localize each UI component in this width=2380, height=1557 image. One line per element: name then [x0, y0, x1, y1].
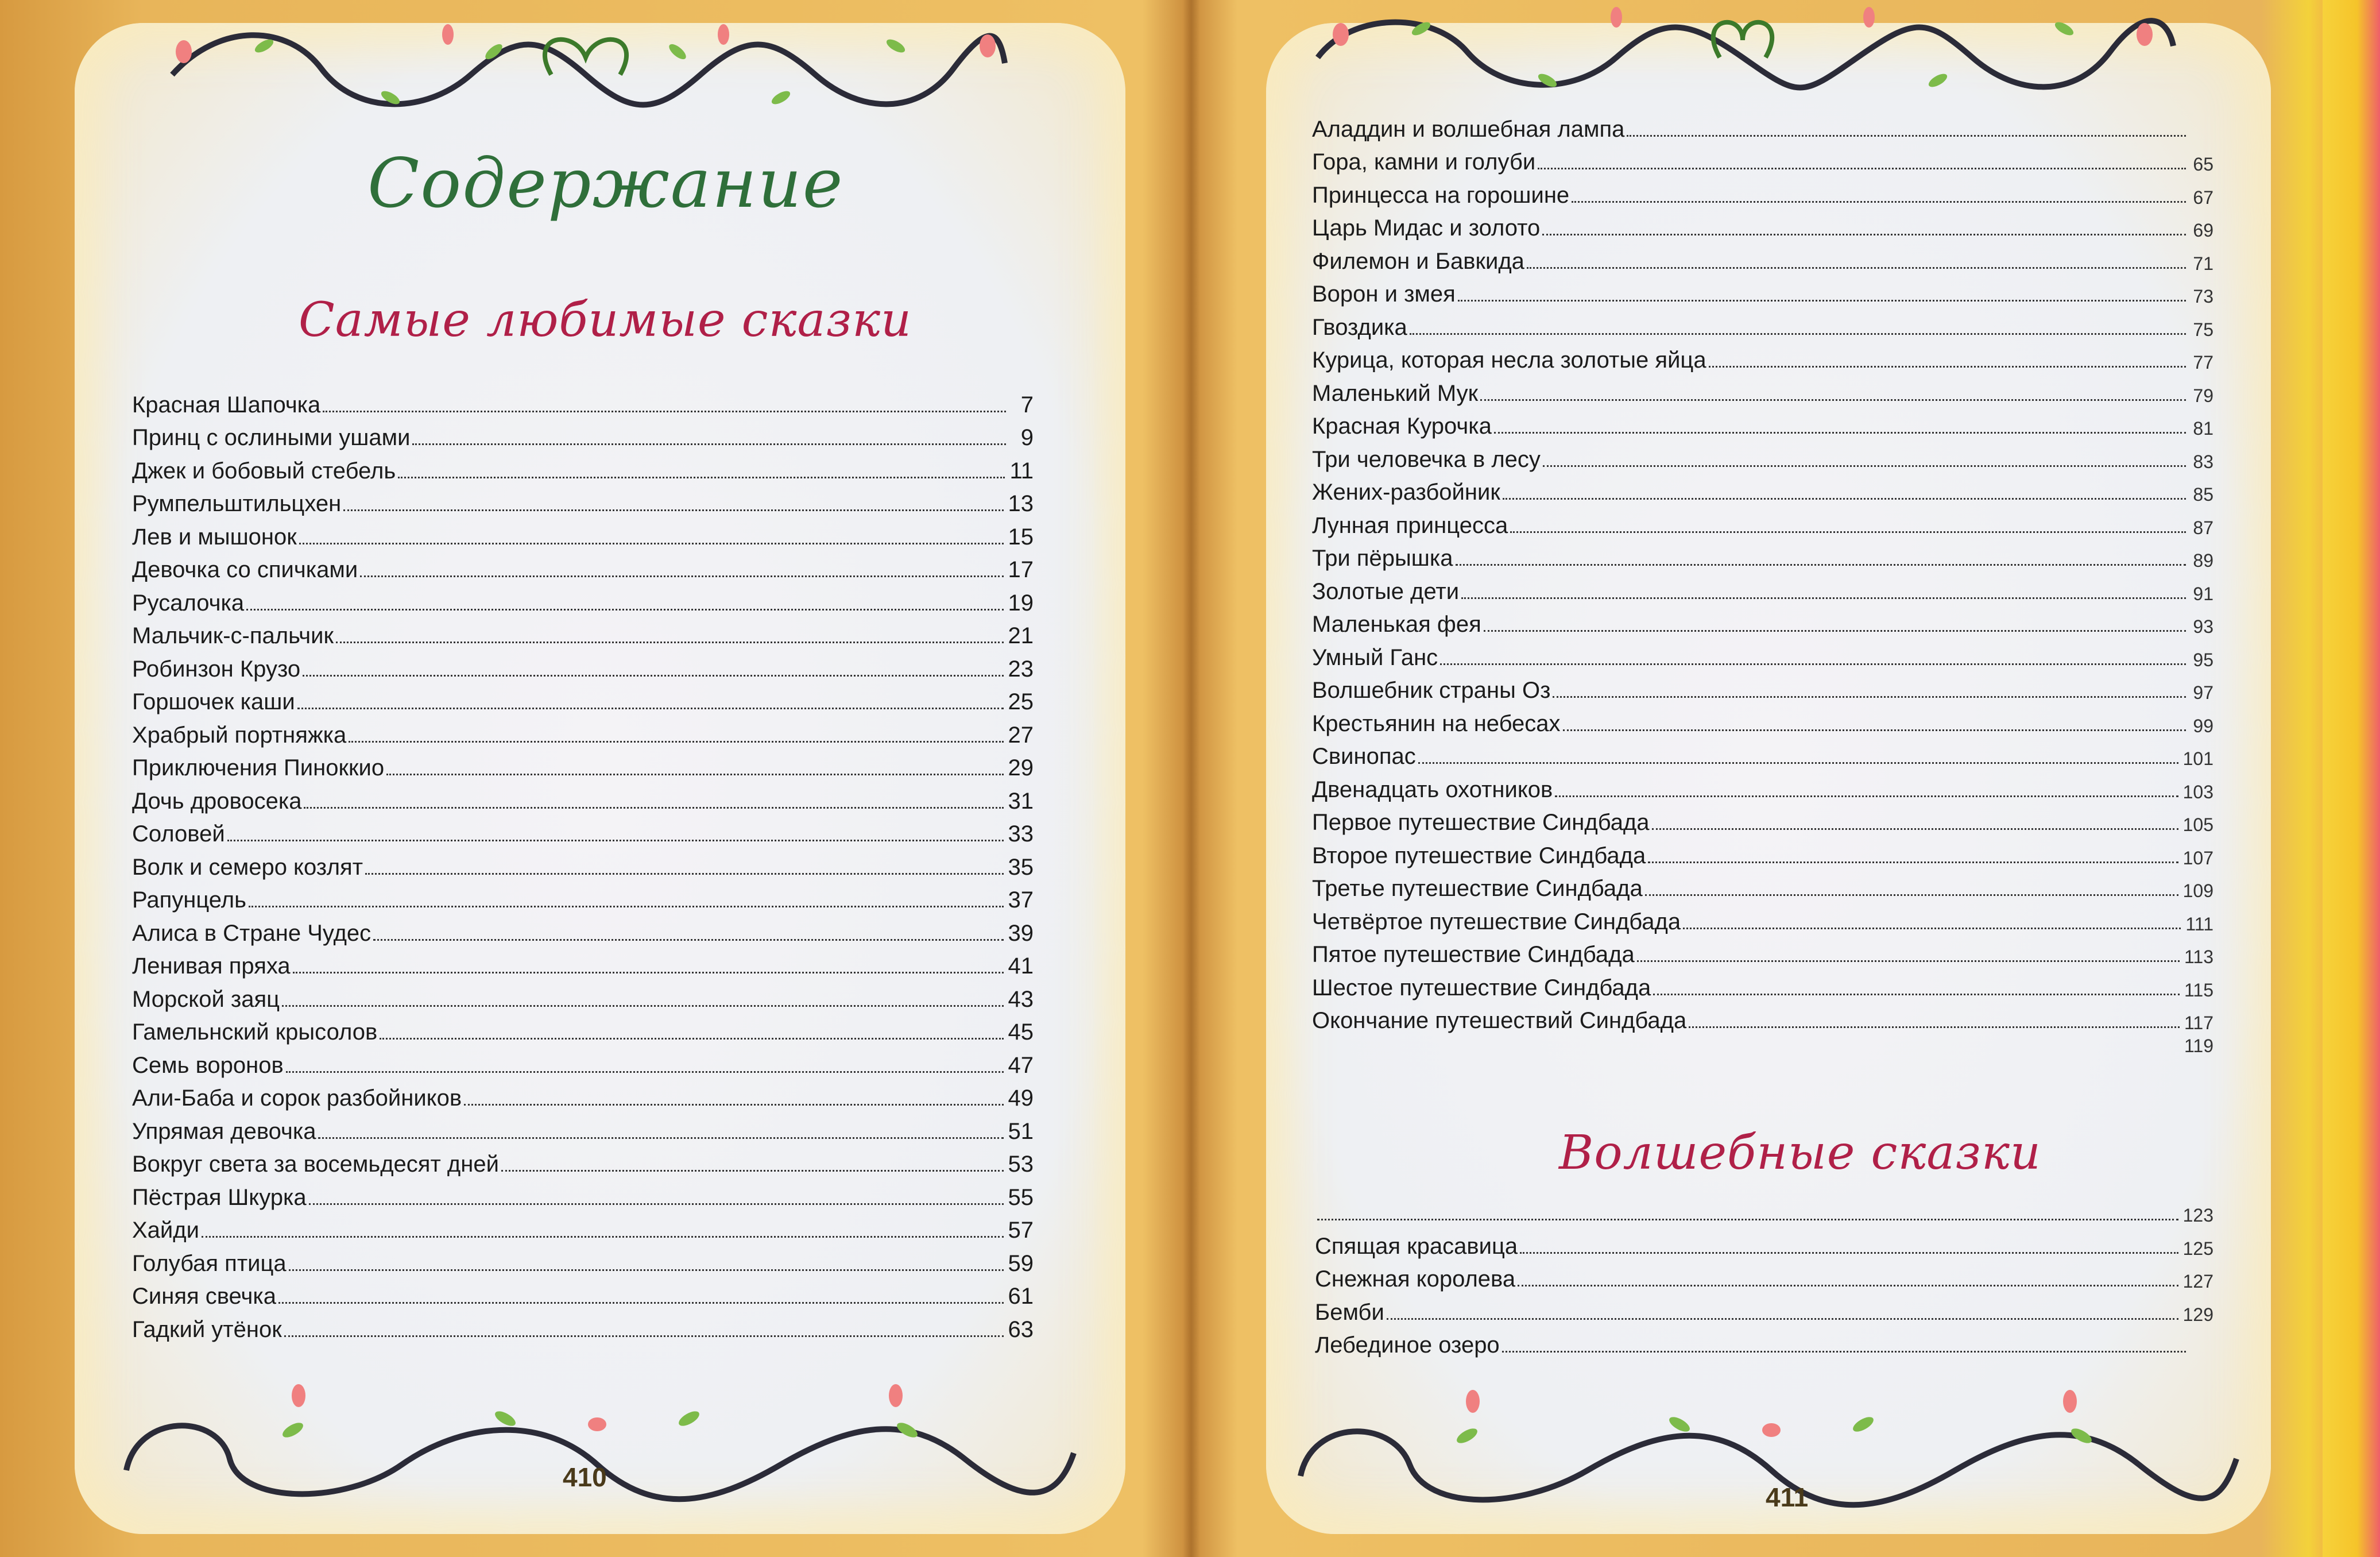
toc-entry-title: Красная Шапочка	[132, 392, 321, 418]
toc-entry	[1312, 539, 2213, 572]
toc-entry	[132, 814, 1034, 848]
toc-dot-leader	[1538, 168, 2186, 169]
toc-entry	[132, 649, 1034, 682]
toc-dot-leader	[1317, 1219, 2178, 1220]
toc-entry-page: 97	[2193, 682, 2213, 703]
toc-entry-page: 37	[1008, 887, 1034, 913]
toc-entry-title: Али-Баба и сорок разбойников	[132, 1085, 462, 1111]
contents-heading: Содержание	[367, 144, 844, 223]
toc-entry	[132, 517, 1034, 550]
toc-entry-page: 39	[1008, 920, 1034, 946]
toc-entry-page: 123	[2182, 1205, 2213, 1226]
toc-dot-leader	[1440, 663, 2186, 665]
toc-entry-title: Семь воронов	[132, 1052, 284, 1078]
toc-entry	[132, 1111, 1034, 1145]
toc-entry-page: 11	[1009, 458, 1034, 484]
toc-entry-title: Девочка со спичками	[132, 557, 358, 582]
toc-entry	[1312, 803, 2213, 836]
toc-entry-title: Спящая красавица	[1315, 1233, 1518, 1259]
toc-dot-leader	[1418, 762, 2178, 764]
toc-entry	[132, 1211, 1034, 1244]
toc-entry-title: Крестьянин на небесах	[1312, 710, 1561, 736]
toc-dot-leader	[309, 1203, 1004, 1205]
toc-list-right-magic	[1315, 1203, 2213, 1358]
toc-dot-leader	[1683, 928, 2181, 929]
toc-entry	[1312, 571, 2213, 605]
toc-entry-title: Умный Ганс	[1312, 644, 1438, 670]
toc-entry	[1312, 836, 2213, 869]
toc-entry-page: 127	[2182, 1271, 2213, 1292]
toc-dot-leader	[398, 477, 1005, 478]
toc-dot-leader	[412, 443, 1006, 445]
toc-entry	[132, 913, 1034, 946]
toc-dot-leader	[349, 741, 1003, 743]
toc-entry	[132, 583, 1034, 616]
toc-entry	[132, 550, 1034, 584]
toc-entry-title: Мальчик-с-пальчик	[132, 623, 334, 648]
page-number-right: 411	[1766, 1482, 1809, 1512]
toc-entry-title: Четвёртое путешествие Синдбада	[1312, 909, 1681, 934]
page-number-left: 410	[563, 1462, 607, 1492]
toc-entry-page: 81	[2193, 418, 2213, 439]
toc-entry-page: 79	[2193, 385, 2213, 406]
toc-entry-page: 53	[1008, 1152, 1034, 1177]
toc-entry	[1312, 902, 2213, 935]
toc-dot-leader	[323, 411, 1006, 412]
toc-entry	[132, 1079, 1034, 1112]
toc-entry-title: Лунная принцесса	[1312, 512, 1508, 538]
toc-entry	[1312, 968, 2213, 1001]
toc-entry-page: 71	[2193, 253, 2213, 274]
toc-entry-title: Храбрый портняжка	[132, 722, 347, 748]
toc-dot-leader	[278, 1302, 1004, 1304]
toc-dot-leader	[1563, 729, 2186, 731]
toc-dot-leader	[1543, 465, 2186, 467]
toc-entry-title: Волшебник страны Оз	[1312, 678, 1551, 703]
toc-entry-page: 73	[2193, 286, 2213, 307]
toc-entry-title: Робинзон Крузо	[132, 656, 301, 682]
toc-entry-page: 103	[2182, 781, 2213, 802]
toc-entry-title: Приключения Пиноккио	[132, 755, 385, 781]
toc-dot-leader	[1555, 795, 2178, 797]
toc-entry-title: Лебединое озеро	[1315, 1332, 1500, 1358]
toc-entry	[1312, 341, 2213, 374]
toc-entry-title: Окончание путешествий Синдбада	[1312, 1008, 1687, 1033]
toc-entry-title: Ленивая пряха	[132, 953, 291, 979]
toc-entry	[132, 451, 1034, 484]
toc-dot-leader	[1484, 630, 2186, 632]
toc-entry	[132, 847, 1034, 880]
toc-entry-page: 7	[1020, 392, 1034, 418]
toc-dot-leader	[386, 774, 1003, 775]
toc-dot-leader	[249, 906, 1004, 907]
toc-entry	[132, 979, 1034, 1013]
toc-dot-leader	[380, 1038, 1003, 1040]
toc-dot-leader	[1502, 1351, 2186, 1353]
toc-leading-page	[1315, 1203, 2213, 1226]
toc-entry-page: 95	[2193, 649, 2213, 670]
toc-dot-leader	[1520, 1252, 2178, 1254]
toc-entry	[1312, 505, 2213, 539]
toc-entry-page: 63	[1008, 1316, 1034, 1342]
toc-entry-page: 43	[1008, 986, 1034, 1012]
toc-entry-title: Хайди	[132, 1218, 199, 1243]
toc-entry-page: 55	[1008, 1184, 1034, 1210]
toc-entry	[132, 616, 1034, 650]
toc-entry-title: Первое путешествие Синдбада	[1312, 810, 1650, 835]
toc-entry	[1312, 737, 2213, 770]
toc-dot-leader	[299, 543, 1004, 544]
toc-entry-title: Снежная королева	[1315, 1266, 1516, 1292]
toc-dot-leader	[1627, 135, 2186, 137]
toc-entry-page: 117	[2184, 1013, 2213, 1033]
floral-vine-ornament-icon	[1295, 0, 2191, 115]
toc-dot-leader	[501, 1170, 1004, 1172]
toc-entry-page: 17	[1008, 557, 1034, 582]
toc-dot-leader	[303, 675, 1003, 677]
toc-entry	[132, 682, 1034, 716]
toc-entry-page: 93	[2193, 616, 2213, 637]
toc-entry-title: Лев и мышонок	[132, 524, 297, 550]
toc-entry-page: 21	[1008, 623, 1034, 648]
toc-dot-leader	[336, 642, 1004, 643]
toc-dot-leader	[1652, 828, 2178, 830]
toc-entry	[132, 880, 1034, 914]
toc-entry-title: Соловей	[132, 821, 225, 847]
toc-entry-page: 115	[2184, 979, 2213, 1000]
toc-entry	[1315, 1226, 2213, 1259]
toc-entry-title: Пёстрая Шкурка	[132, 1184, 307, 1210]
toc-dot-leader	[1494, 432, 2186, 434]
toc-dot-leader	[293, 972, 1004, 973]
toc-entry-title: Голубая птица	[132, 1250, 287, 1276]
toc-entry-title: Русалочка	[132, 590, 245, 616]
toc-entry-title: Ворон и змея	[1312, 281, 1456, 307]
toc-entry-page: 77	[2193, 352, 2213, 373]
toc-entry-page: 47	[1008, 1052, 1034, 1078]
toc-entry-page: 109	[2182, 880, 2213, 901]
toc-entry	[1312, 770, 2213, 803]
toc-dot-leader	[1527, 267, 2186, 269]
toc-trailing-page	[1312, 1034, 2213, 1057]
toc-entry-title: Три пёрышка	[1312, 546, 1453, 571]
floral-vine-ornament-icon	[103, 1378, 1091, 1528]
toc-entry-page: 75	[2193, 319, 2213, 340]
toc-list-left	[132, 385, 1034, 1343]
toc-entry-page: 91	[2193, 583, 2213, 604]
toc-entry-page: 15	[1008, 524, 1034, 550]
toc-entry-title: Принцесса на горошине	[1312, 182, 1570, 208]
toc-dot-leader	[1645, 894, 2178, 896]
toc-entry	[132, 418, 1034, 451]
toc-entry-title: Дочь дровосека	[132, 788, 302, 814]
toc-entry-page: 41	[1008, 953, 1034, 979]
toc-list-right	[1312, 109, 2213, 1057]
left-page	[0, 0, 1189, 1557]
toc-entry	[132, 1013, 1034, 1046]
toc-dot-leader	[297, 708, 1004, 709]
toc-entry	[1312, 241, 2213, 275]
toc-entry-page: 89	[2193, 550, 2213, 571]
toc-entry-page: 125	[2182, 1238, 2213, 1259]
toc-entry	[1312, 373, 2213, 407]
toc-entry-page: 29	[1008, 755, 1034, 781]
toc-dot-leader	[304, 807, 1003, 809]
toc-entry-title: Царь Мидас и золото	[1312, 215, 1541, 241]
toc-dot-leader	[1458, 300, 2186, 302]
toc-entry	[1312, 142, 2213, 176]
toc-dot-leader	[284, 1335, 1004, 1337]
toc-entry-page: 69	[2193, 220, 2213, 241]
toc-entry-page: 119	[2184, 1036, 2213, 1056]
toc-dot-leader	[1689, 1026, 2180, 1028]
toc-dot-leader	[373, 939, 1003, 941]
toc-entry-page: 87	[2193, 517, 2213, 538]
toc-entry-title: Жених-разбойник	[1312, 480, 1500, 505]
floral-vine-ornament-icon	[149, 11, 1022, 132]
toc-dot-leader	[1709, 366, 2186, 368]
toc-entry-page: 107	[2182, 847, 2213, 868]
toc-entry-title: Курица, которая несла золотые яйца	[1312, 347, 1706, 373]
toc-entry	[132, 484, 1034, 517]
toc-entry-title: Второе путешествие Синдбада	[1312, 843, 1646, 868]
toc-entry-title: Три человечка в лесу	[1312, 446, 1541, 472]
toc-entry	[132, 1277, 1034, 1310]
toc-entry-page: 113	[2184, 946, 2213, 967]
toc-entry-page: 57	[1008, 1218, 1034, 1243]
toc-entry-title: Волк и семеро козлят	[132, 854, 363, 880]
toc-entry	[1312, 439, 2213, 473]
toc-entry-title: Румпельштильцхен	[132, 491, 342, 516]
toc-entry-page: 51	[1008, 1118, 1034, 1144]
toc-entry-title: Бемби	[1315, 1299, 1384, 1325]
toc-entry-page: 65	[2193, 154, 2213, 175]
toc-dot-leader	[286, 1071, 1004, 1073]
toc-entry-page: 49	[1008, 1085, 1034, 1111]
toc-entry	[132, 1309, 1034, 1343]
toc-entry	[132, 385, 1034, 418]
toc-entry-title: Пятое путешествие Синдбада	[1312, 942, 1635, 967]
toc-entry-title: Гора, камни и голуби	[1312, 149, 1536, 175]
toc-dot-leader	[1510, 531, 2186, 533]
toc-entry	[1312, 935, 2213, 968]
toc-dot-leader	[1572, 201, 2186, 203]
toc-entry-title: Маленький Мук	[1312, 380, 1479, 406]
toc-entry-title: Принц с ослиными ушами	[132, 425, 411, 450]
toc-entry-title: Джек и бобовый стебель	[132, 458, 396, 484]
toc-entry-page: 25	[1008, 689, 1034, 714]
toc-entry-page: 19	[1008, 590, 1034, 616]
toc-dot-leader	[1637, 960, 2180, 962]
toc-entry	[1312, 307, 2213, 341]
toc-entry-title: Третье путешествие Синдбада	[1312, 876, 1643, 901]
toc-entry-title: Упрямая девочка	[132, 1118, 316, 1144]
toc-entry-page: 99	[2193, 715, 2213, 736]
toc-entry-title: Гвоздика	[1312, 314, 1407, 340]
toc-dot-leader	[1410, 333, 2186, 335]
toc-dot-leader	[1542, 234, 2186, 235]
toc-dot-leader	[464, 1104, 1003, 1106]
toc-entry-title: Гадкий утёнок	[132, 1316, 282, 1342]
toc-dot-leader	[1456, 564, 2186, 566]
toc-dot-leader	[289, 1269, 1004, 1271]
toc-entry-title: Горшочек каши	[132, 689, 295, 714]
toc-entry-title: Вокруг света за восемьдесят дней	[132, 1152, 499, 1177]
toc-dot-leader	[365, 873, 1003, 875]
toc-dot-leader	[282, 1005, 1003, 1007]
toc-entry-page: 27	[1008, 722, 1034, 748]
toc-entry-title: Маленькая фея	[1312, 612, 1481, 637]
toc-entry-page: 31	[1008, 788, 1034, 814]
toc-entry-page: 85	[2193, 484, 2213, 505]
book-edge	[2323, 0, 2380, 1557]
toc-entry-title: Золотые дети	[1312, 578, 1460, 604]
toc-dot-leader	[1653, 994, 2180, 995]
toc-entry	[132, 1177, 1034, 1211]
toc-entry	[1312, 605, 2213, 638]
toc-entry-page: 13	[1008, 491, 1034, 516]
toc-entry-page: 59	[1008, 1250, 1034, 1276]
toc-entry-page: 61	[1008, 1284, 1034, 1309]
toc-dot-leader	[1503, 498, 2186, 500]
toc-entry	[132, 715, 1034, 748]
toc-entry	[1312, 1001, 2213, 1034]
toc-entry	[1312, 473, 2213, 506]
toc-entry	[132, 1045, 1034, 1079]
toc-entry	[1315, 1292, 2213, 1326]
toc-entry-page: 105	[2182, 814, 2213, 835]
toc-dot-leader	[202, 1236, 1004, 1238]
toc-entry-page: 101	[2182, 748, 2213, 769]
toc-dot-leader	[1648, 861, 2178, 863]
toc-entry-title: Рапунцель	[132, 887, 246, 913]
toc-dot-leader	[1553, 696, 2186, 698]
toc-entry-page: 23	[1008, 656, 1034, 682]
toc-entry	[1315, 1326, 2213, 1359]
toc-entry-title: Гамельнский крысолов	[132, 1019, 378, 1045]
toc-entry-title: Алиса в Стране Чудес	[132, 920, 371, 946]
toc-entry	[1312, 671, 2213, 704]
toc-entry	[132, 781, 1034, 814]
toc-entry	[1312, 704, 2213, 737]
toc-entry	[132, 946, 1034, 980]
toc-entry	[132, 1243, 1034, 1277]
toc-entry-title: Морской заяц	[132, 986, 280, 1012]
toc-dot-leader	[1480, 399, 2186, 401]
toc-dot-leader	[227, 840, 1004, 841]
toc-entry-page: 67	[2193, 187, 2213, 208]
toc-dot-leader	[246, 609, 1003, 611]
toc-entry-page: 33	[1008, 821, 1034, 847]
toc-entry	[1312, 638, 2213, 671]
toc-entry-title: Шестое путешествие Синдбада	[1312, 975, 1651, 1000]
toc-entry-title: Синяя свечка	[132, 1284, 276, 1309]
toc-entry-title: Аладдин и волшебная лампа	[1312, 116, 1625, 142]
toc-entry	[1312, 407, 2213, 440]
toc-entry-page: 129	[2182, 1304, 2213, 1325]
toc-entry-title: Свинопас	[1312, 744, 1416, 769]
toc-entry	[1312, 208, 2213, 242]
toc-entry-page: 45	[1008, 1019, 1034, 1045]
toc-dot-leader	[360, 575, 1003, 577]
toc-entry-page: 35	[1008, 854, 1034, 880]
toc-dot-leader	[1461, 597, 2186, 599]
toc-entry	[1312, 109, 2213, 142]
toc-dot-leader	[343, 509, 1003, 511]
toc-dot-leader	[318, 1137, 1003, 1139]
toc-entry	[132, 748, 1034, 782]
toc-dot-leader	[1518, 1285, 2178, 1286]
toc-entry-page: 83	[2193, 451, 2213, 472]
section-title-magic: Волшебные сказки	[1559, 1126, 2041, 1180]
toc-entry-title: Филемон и Бавкида	[1312, 248, 1524, 274]
toc-entry	[132, 1145, 1034, 1178]
toc-dot-leader	[1387, 1318, 2178, 1320]
toc-entry-title: Двенадцать охотников	[1312, 776, 1553, 802]
toc-entry-page: 9	[1020, 425, 1034, 450]
toc-entry	[1312, 869, 2213, 902]
toc-entry-page: 111	[2185, 913, 2213, 934]
toc-entry	[1315, 1259, 2213, 1293]
right-page	[1191, 0, 2340, 1557]
section-title-favorites: Самые любимые сказки	[299, 293, 912, 347]
toc-entry	[1312, 275, 2213, 308]
toc-entry-title: Красная Курочка	[1312, 414, 1492, 439]
toc-entry	[1312, 175, 2213, 208]
